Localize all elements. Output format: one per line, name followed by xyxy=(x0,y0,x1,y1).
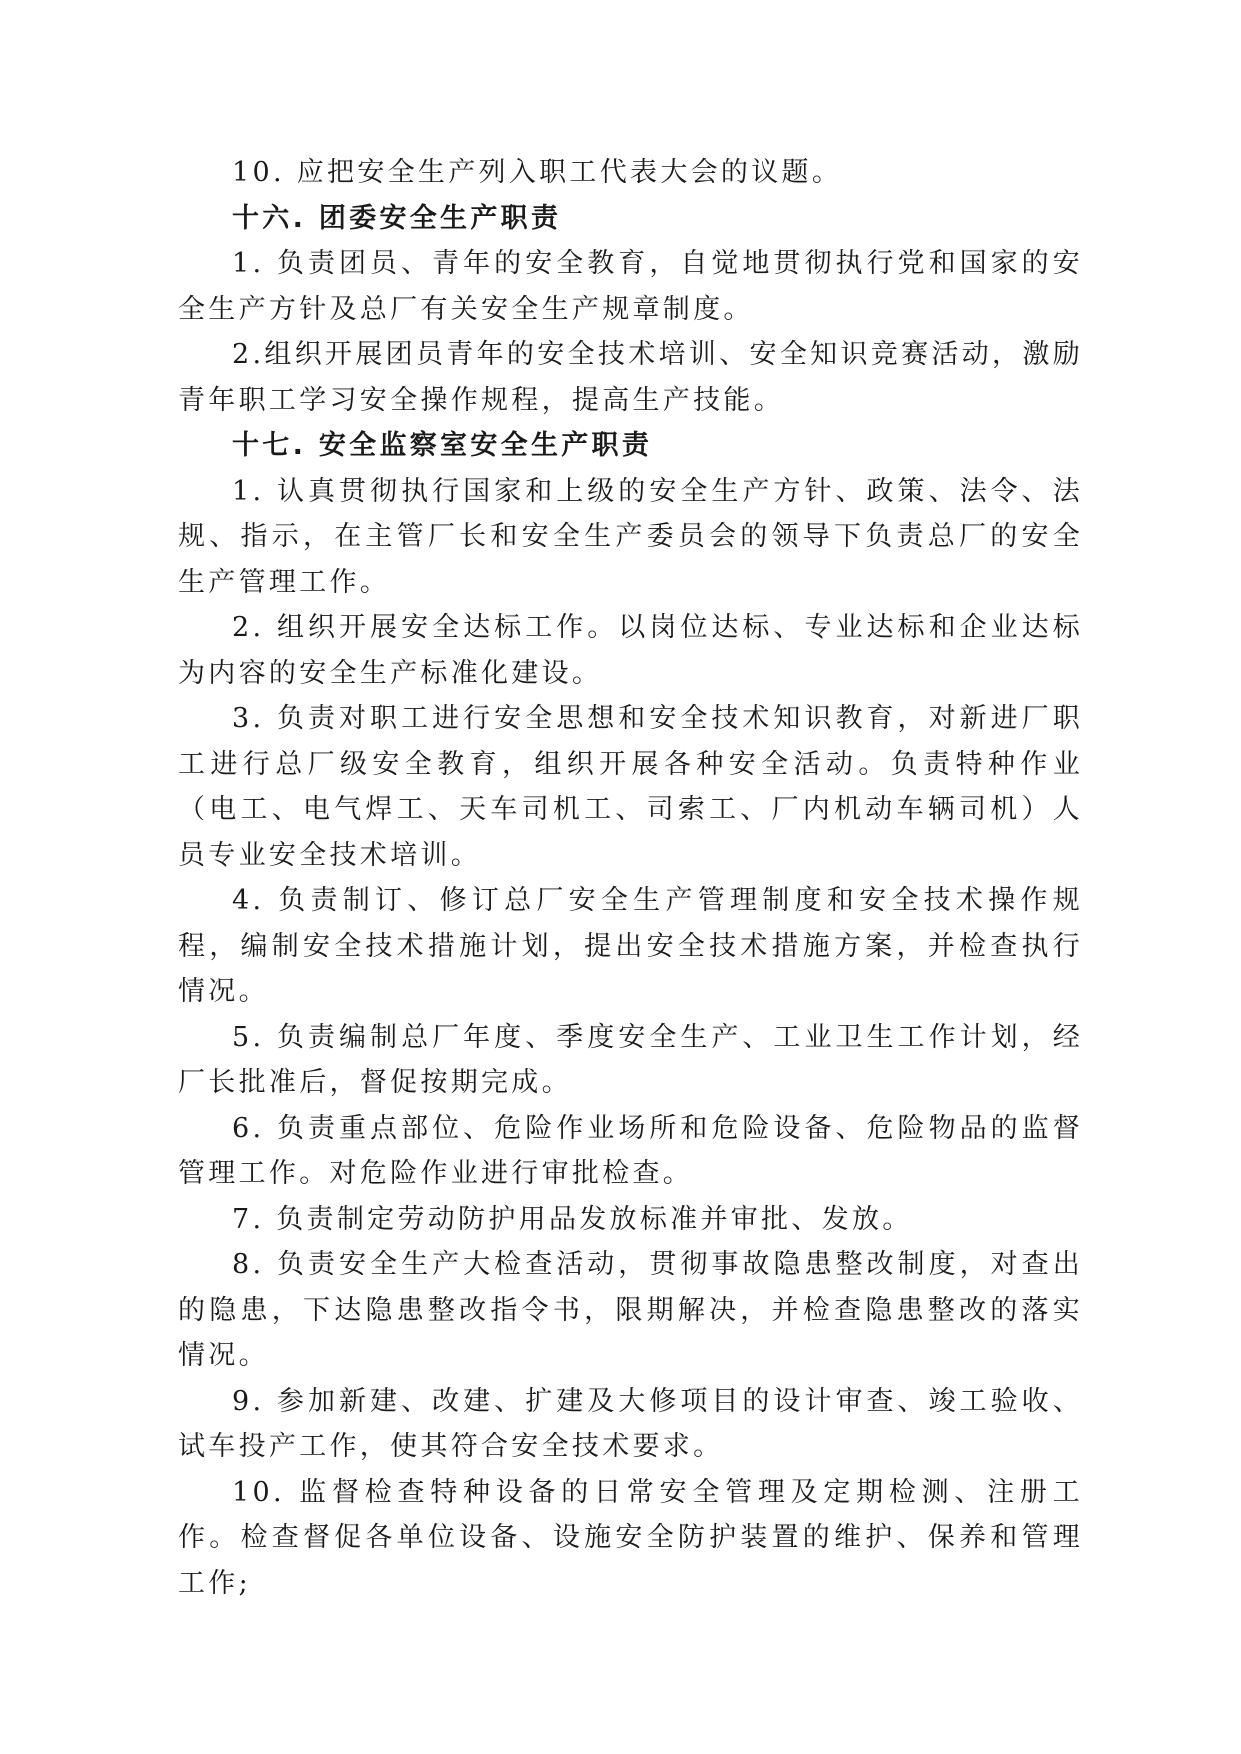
paragraph-item-10: 10. 监督检查特种设备的日常安全管理及定期检测、注册工作。检查督促各单位设备、设施安全防护装置的维护、保养和管理工作; xyxy=(178,1476,1083,1599)
paragraph-item-3: 3. 负责对职工进行安全思想和安全技术知识教育，对新进厂职工进行总厂级安全教育，组织开展各种安全活动。负责特种作业（电工、电气焊工、天车司机工、司索工、厂内机动车辆司机）人员专业安全技术培训。 xyxy=(178,703,1083,871)
paragraph-item-6: 6. 负责重点部位、危险作业场所和危险设备、危险物品的监督管理工作。对危险作业进行审批检查。 xyxy=(178,1112,1083,1189)
section-heading-16: 十六. 团委安全生产职责 xyxy=(232,202,562,234)
paragraph-item-2: 2.组织开展团员青年的安全技术培训、安全知识竞赛活动，激励青年职工学习安全操作规程，提高生产技能。 xyxy=(178,339,1083,416)
paragraph-item-8: 8. 负责安全生产大检查活动，贯彻事故隐患整改制度，对查出的隐患，下达隐患整改指令书，限期解决，并检查隐患整改的落实情况。 xyxy=(178,1249,1083,1371)
paragraph-item-7: 7. 负责制定劳动防护用品发放标准并审批、发放。 xyxy=(232,1203,913,1235)
paragraph-item-10-union: 10. 应把安全生产列入职工代表大会的议题。 xyxy=(232,157,843,188)
paragraph-item-5: 5. 负责编制总厂年度、季度安全生产、工业卫生工作计划，经厂长批准后，督促按期完成。 xyxy=(178,1021,1083,1098)
paragraph-item-1: 1. 负责团员、青年的安全教育，自觉地贯彻执行党和国家的安全生产方针及总厂有关安全生产规章制度。 xyxy=(178,248,1083,325)
section-heading-17: 十七. 安全监察室安全生产职责 xyxy=(232,430,653,461)
paragraph-item-1: 1. 认真贯彻执行国家和上级的安全生产方针、政策、法令、法规、指示，在主管厂长和安全生产委员会的领导下负责总厂的安全生产管理工作。 xyxy=(178,475,1083,598)
document-page xyxy=(178,150,1083,1606)
paragraph-item-4: 4. 负责制订、修订总厂安全生产管理制度和安全技术操作规程，编制安全技术措施计划，提出安全技术措施方案，并检查执行情况。 xyxy=(178,885,1083,1007)
paragraph-item-9: 9. 参加新建、改建、扩建及大修项目的设计审查、竣工验收、试车投产工作，使其符合安全技术要求。 xyxy=(178,1385,1083,1462)
paragraph-item-2: 2. 组织开展安全达标工作。以岗位达标、专业达标和企业达标为内容的安全生产标准化建设。 xyxy=(178,612,1083,689)
